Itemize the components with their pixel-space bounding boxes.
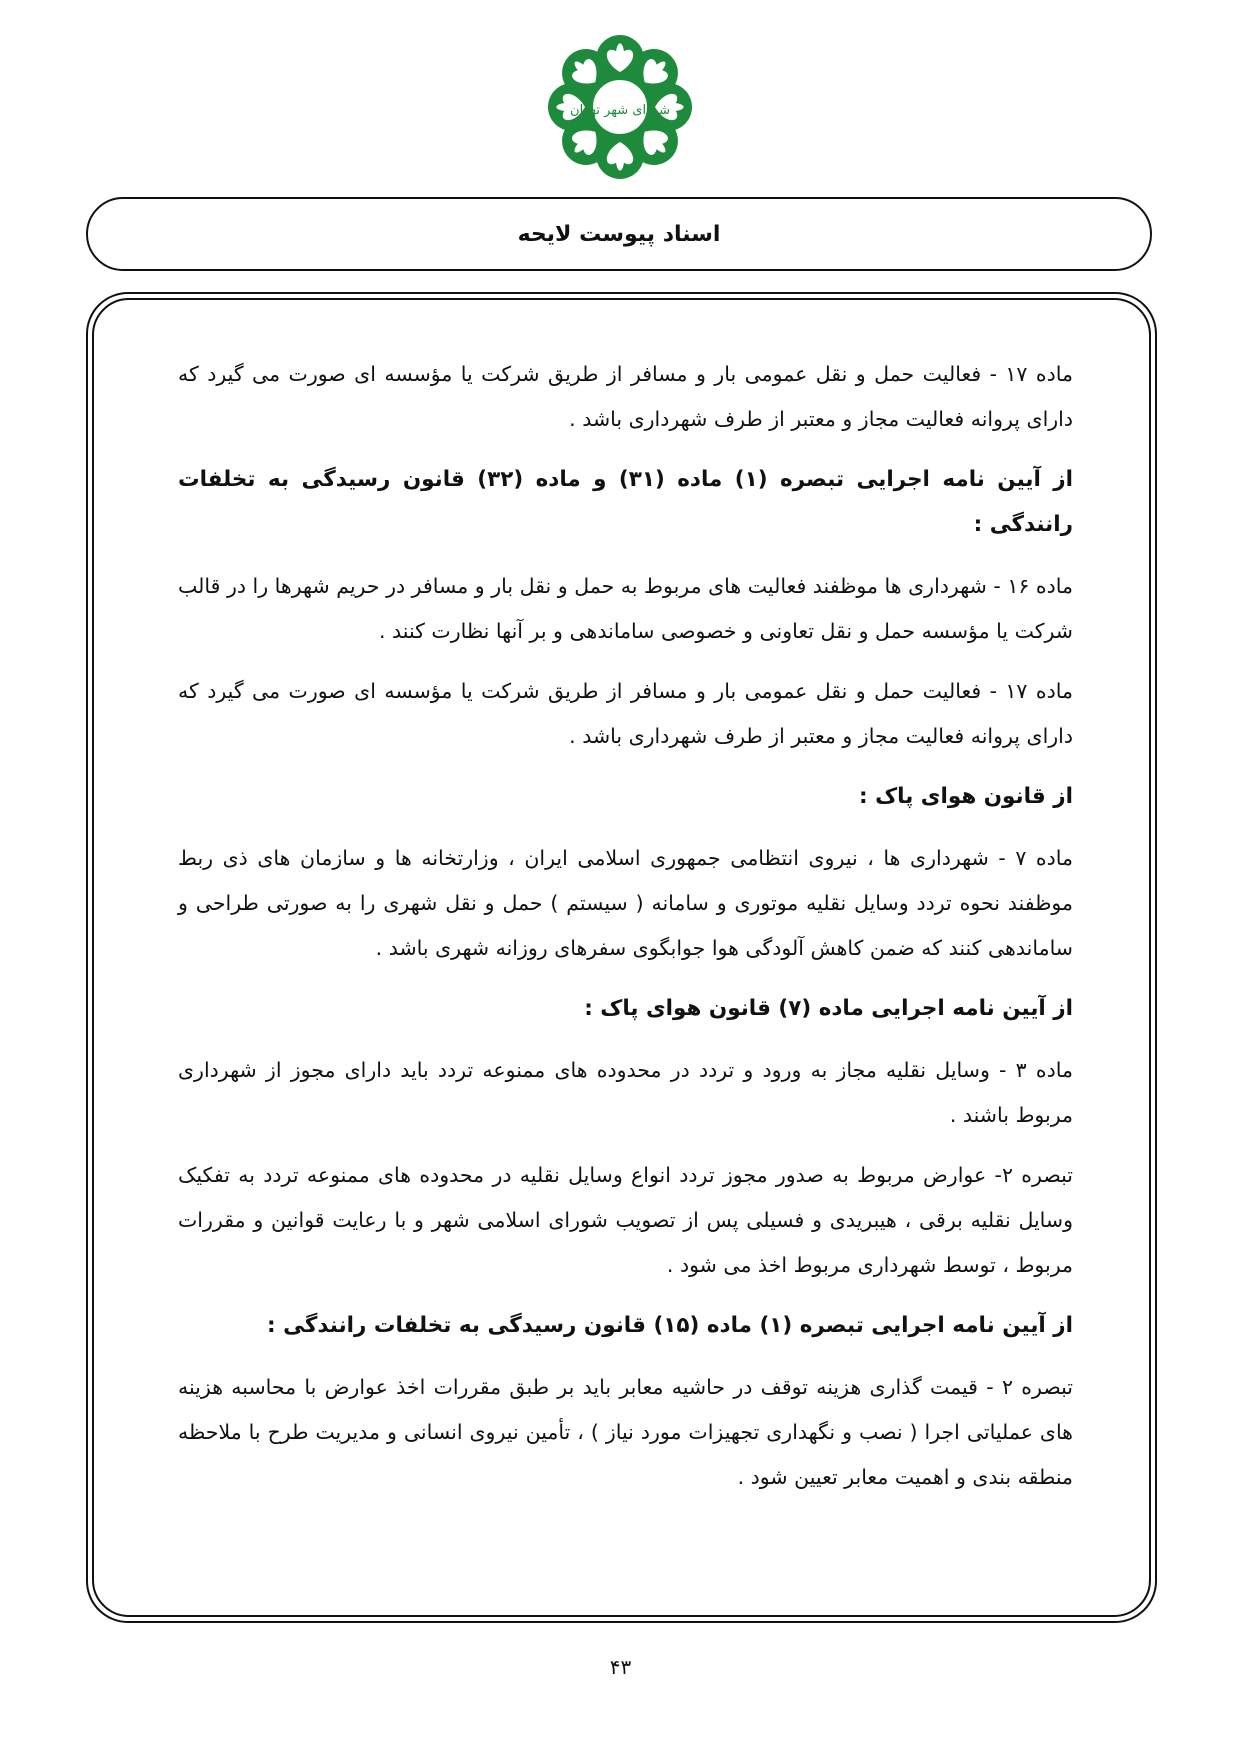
page-title: اسناد پیوست لایحه	[517, 221, 721, 247]
page-number: ۴۳	[609, 1655, 632, 1679]
section-heading-traffic-violations-31-32: از آیین نامه اجرایی تبصره (۱) ماده (۳۱) و ماده (۳۲) قانون رسیدگی به تخلفات رانندگی :	[178, 467, 1073, 537]
paragraph-article-7: ماده ۷ - شهرداری ها ، نیروی انتظامی جمهوری اسلامی ایران ، وزارتخانه ها و سازمان های ذی ربط موظفند نحوه تردد وسایل نقلیه موتوری و سامانه ( سیستم ) حمل و نقل شهری را به صورتی طراحی و ساماندهی کنند که ضمن کاهش آلودگی هوا جوابگوی سفرهای روزانه شهری باشد .	[178, 846, 1073, 960]
tehran-city-council-logo	[545, 32, 695, 182]
section-heading-clean-air-article-7-regulation: از آیین نامه اجرایی ماده (۷) قانون هوای پاک :	[584, 996, 1073, 1021]
tehran-city-council-emblem-icon	[545, 32, 695, 182]
paragraph-note-2-fees: تبصره ۲- عوارض مربوط به صدور مجوز تردد انواع وسایل نقلیه در محدوده های ممنوعه تردد به تفکیک وسایل نقلیه برقی ، هیبریدی و فسیلی پس از تصویب شورای اسلامی شهر و با رعایت قوانین و مقررات مربوط ، توسط شهرداری مربوط اخذ می شود .	[178, 1163, 1073, 1277]
logo-text: شورای شهر تهران	[570, 103, 670, 118]
title-banner	[86, 197, 1152, 271]
paragraph-article-16: ماده ۱۶ - شهرداری ها موظفند فعالیت های مربوط به حمل و نقل بار و مسافر در حریم شهرها را در قالب شرکت یا مؤسسه حمل و نقل تعاونی و خصوصی ساماندهی و بر آنها نظارت کنند .	[178, 574, 1073, 643]
paragraph-article-17: ماده ۱۷ - فعالیت حمل و نقل عمومی بار و مسافر از طریق شرکت یا مؤسسه ای صورت می گیرد که دارای پروانه فعالیت مجاز و معتبر از طرف شهرداری باشد .	[178, 362, 1073, 431]
paragraph-article-3: ماده ۳ - وسایل نقلیه مجاز به ورود و تردد در محدوده های ممنوعه تردد باید دارای مجوز از شهرداری مربوط باشند .	[178, 1058, 1073, 1127]
paragraph-note-2-parking: تبصره ۲ - قیمت گذاری هزینه توقف در حاشیه معابر باید بر طبق مقررات اخذ عوارض با محاسبه هزینه های عملیاتی اجرا ( نصب و نگهداری تجهیزات مورد نیاز ) ، تأمین نیروی انسانی و مدیریت طرح با ملاحظه منطقه بندی و اهمیت معابر تعیین شود .	[178, 1375, 1073, 1489]
document-body	[178, 352, 1073, 1515]
section-heading-traffic-violations-15: از آیین نامه اجرایی تبصره (۱) ماده (۱۵) قانون رسیدگی به تخلفات رانندگی :	[267, 1313, 1073, 1338]
paragraph-article-17-repeat: ماده ۱۷ - فعالیت حمل و نقل عمومی بار و مسافر از طریق شرکت یا مؤسسه ای صورت می گیرد که دارای پروانه فعالیت مجاز و معتبر از طرف شهرداری باشد .	[178, 679, 1073, 748]
section-heading-clean-air-law: از قانون هوای پاک :	[859, 784, 1073, 809]
